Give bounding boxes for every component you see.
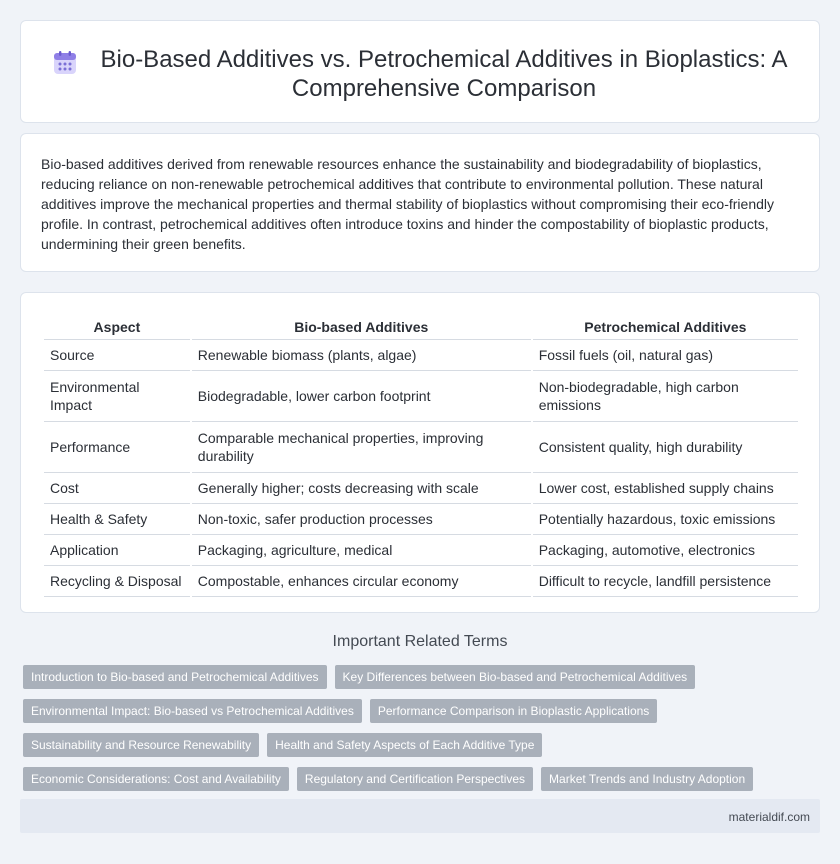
footer: [20, 799, 820, 833]
related-term-tag[interactable]: Sustainability and Resource Renewability: [23, 733, 259, 757]
row-bio-based: Packaging, agriculture, medical: [192, 535, 531, 566]
row-petrochemical: Lower cost, established supply chains: [533, 473, 798, 504]
row-petrochemical: Fossil fuels (oil, natural gas): [533, 340, 798, 371]
related-term-tag[interactable]: Introduction to Bio-based and Petrochemical Additives: [23, 665, 327, 689]
table-row: [44, 504, 798, 535]
related-term-tag[interactable]: Performance Comparison in Bioplastic Applications: [370, 699, 657, 723]
row-petrochemical: Packaging, automotive, electronics: [533, 535, 798, 566]
row-aspect: Source: [44, 340, 190, 371]
table-row: [44, 371, 798, 422]
row-aspect: Application: [44, 535, 190, 566]
row-bio-based: Compostable, enhances circular economy: [192, 566, 531, 597]
row-bio-based: Renewable biomass (plants, algae): [192, 340, 531, 371]
related-term-tag[interactable]: Market Trends and Industry Adoption: [541, 767, 753, 791]
row-petrochemical: Consistent quality, high durability: [533, 422, 798, 473]
table-header-row: [44, 311, 798, 340]
related-terms-heading: Important Related Terms: [332, 633, 508, 650]
row-petrochemical: Difficult to recycle, landfill persistence: [533, 566, 798, 597]
page-title: Bio-Based Additives vs. Petrochemical Additives in Bioplastics: A Comprehensive Comparison: [100, 46, 788, 102]
row-petrochemical: Potentially hazardous, toxic emissions: [533, 504, 798, 535]
comparison-card: [20, 292, 820, 613]
footer-site-link[interactable]: materialdif.com: [728, 810, 810, 824]
table-row: [44, 340, 798, 371]
row-bio-based: Comparable mechanical properties, improving durability: [192, 422, 531, 473]
header-bio-based: Bio-based Additives: [192, 311, 531, 340]
row-aspect: Health & Safety: [44, 504, 190, 535]
row-aspect: Recycling & Disposal: [44, 566, 190, 597]
calendar-icon: [51, 49, 79, 77]
row-bio-based: Generally higher; costs decreasing with scale: [192, 473, 531, 504]
related-term-tag[interactable]: Regulatory and Certification Perspectives: [297, 767, 533, 791]
header-petrochemical: Petrochemical Additives: [533, 311, 798, 340]
header-aspect: Aspect: [44, 311, 190, 340]
related-term-tag[interactable]: Environmental Impact: Bio-based vs Petrochemical Additives: [23, 699, 362, 723]
comparison-table: [42, 311, 800, 597]
row-petrochemical: Non-biodegradable, high carbon emissions: [533, 371, 798, 422]
related-term-tag[interactable]: Economic Considerations: Cost and Availability: [23, 767, 289, 791]
intro-card: [20, 133, 820, 272]
row-bio-based: Biodegradable, lower carbon footprint: [192, 371, 531, 422]
related-term-tag[interactable]: Key Differences between Bio-based and Petrochemical Additives: [335, 665, 696, 689]
row-aspect: Cost: [44, 473, 190, 504]
table-row: [44, 535, 798, 566]
table-row: [44, 422, 798, 473]
title-card: [20, 20, 820, 123]
table-row: [44, 566, 798, 597]
row-bio-based: Non-toxic, safer production processes: [192, 504, 531, 535]
table-row: [44, 473, 798, 504]
intro-paragraph: Bio-based additives derived from renewable resources enhance the sustainability and biodegradability of bioplastics, reducing reliance on non-renewable petrochemical additives that contribute to environmental pollution. These natural additives improve the mechanical properties and thermal stability of bioplastics without compromising their eco-friendly profile. In contrast, petrochemical additives often introduce toxins and hinder the compostability of bioplastic products, undermining their green benefits.: [41, 156, 775, 252]
related-term-tag[interactable]: Health and Safety Aspects of Each Additive Type: [267, 733, 542, 757]
row-aspect: Environmental Impact: [44, 371, 190, 422]
row-aspect: Performance: [44, 422, 190, 473]
